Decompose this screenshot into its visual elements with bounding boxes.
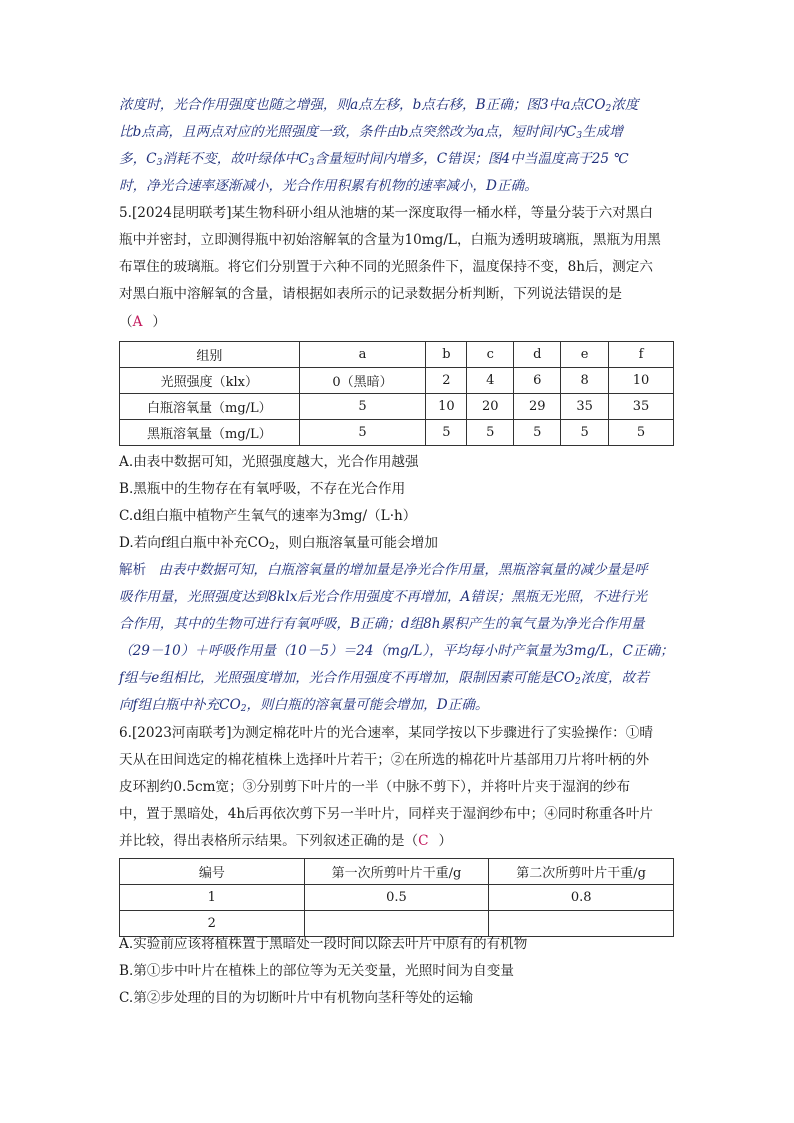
q5-explanation-line-1: 解析 由表中数据可知，白瓶溶氧量的增加量是净光合作用量，黑瓶溶氧量的减少量是呼 [119,562,648,578]
table-cell: 10 [426,394,467,420]
table-cell: 2 [120,911,305,937]
table-cell: 0.5 [304,885,489,911]
table-cell: 0（黑暗） [299,368,426,394]
table-cell: 白瓶溶氧量（mg/L） [120,394,300,420]
table-cell [304,911,489,937]
q5-stem-line-1: 5.[2024昆明联考]某生物科研小组从池塘的某一深度取得一桶水样，等量分装于六对黑白 [119,205,653,221]
table-cell: 10 [609,368,674,394]
table-cell: 8 [561,368,609,394]
table-cell: a [299,342,426,368]
table-cell: 6 [514,368,561,394]
q5-table [119,341,674,446]
table-cell: 5 [514,420,561,446]
table-cell: 5 [609,420,674,446]
q5-stem-line-4: 对黑白瓶中溶解氧的含量，请根据如表所示的记录数据分析判断，下列说法错误的是 [119,286,622,302]
q6-table [119,858,674,937]
q5-option-d: D.若向f组白瓶中补充$CO_2$，则白瓶溶氧量可能会增加 [119,535,438,552]
q5-stem-line-2: 瓶中并密封，立即测得瓶中初始溶解氧的含量为10mg/L，白瓶为透明玻璃瓶，黑瓶为用黑 [119,232,661,248]
q5-stem-line-3: 布罩住的玻璃瓶。将它们分别置于六种不同的光照条件下，温度保持不变，8h后，测定六 [119,259,653,275]
q5-explanation-line-6: 向f组白瓶中补充$CO_2$，则白瓶的溶氧量可能会增加，D正确。 [119,697,489,714]
table-cell: 1 [120,885,305,911]
table-cell: b [426,342,467,368]
table-row [120,885,674,911]
q6-stem-line-4: 中，置于黑暗处，4h后再依次剪下另一半叶片，同样夹于湿润纱布中；④同时称重各叶片 [119,806,653,822]
table-cell: 编号 [120,859,305,885]
table-row [120,394,674,420]
table-cell: 35 [609,394,674,420]
table-row [120,420,674,446]
table-cell: 第二次所剪叶片干重/g [489,859,674,885]
table-cell: 0.8 [489,885,674,911]
intro-line-2: 比b点高，且两点对应的光照强度一致，条件由b点突然改为a点，短时间内$C_3$生成增 [119,124,623,141]
explanation-label: 解析 [119,562,147,578]
q5-answer: （A ） [119,314,167,330]
table-cell: 20 [467,394,514,420]
q5-option-c: C.d组白瓶中植物产生氧气的速率为3mg/（L·h） [119,508,417,524]
q6-stem-line-5: 并比较，得出表格所示结果。下列叙述正确的是（C ） [119,833,453,849]
table-row [120,911,674,937]
table-row [120,368,674,394]
table-cell: 组别 [120,342,300,368]
q5-explanation-line-3: 合作用，其中的生物可进行有氧呼吸，B正确；d组8h累积产生的氧气量为净光合作用量 [119,616,645,632]
q5-explanation-line-5: f组与e组相比，光照强度增加，光合作用强度不再增加，限制因素可能是$CO_2$浓度，故若 [119,670,649,687]
table-cell: 5 [426,420,467,446]
table-cell [489,911,674,937]
intro-line-4: 时，净光合速率逐渐减小，光合作用积累有机物的速率减小，D正确。 [119,178,538,194]
q5-option-a: A.由表中数据可知，光照强度越大，光合作用越强 [119,454,419,470]
table-cell: 5 [299,420,426,446]
table-cell: d [514,342,561,368]
table-cell: c [467,342,514,368]
table-cell: f [609,342,674,368]
q6-option-a: A.实验前应该将植株置于黑暗处一段时间以除去叶片中原有的有机物 [119,936,528,952]
q6-option-b: B.第①步中叶片在植株上的部位等为无关变量，光照时间为自变量 [119,963,514,979]
table-cell: 黑瓶溶氧量（mg/L） [120,420,300,446]
table-cell: 2 [426,368,467,394]
q6-stem-line-2: 天从在田间选定的棉花植株上选择叶片若干；②在所选的棉花叶片基部用刀片将叶柄的外 [119,752,650,768]
intro-line-1: 浓度时，光合作用强度也随之增强，则a点左移，b点右移，B正确；图3中a点$CO_2$浓度 [119,97,639,114]
table-cell: 29 [514,394,561,420]
q5-option-b: B.黑瓶中的生物存在有氧呼吸，不存在光合作用 [119,481,406,497]
q6-stem-line-3: 皮环割约0.5cm宽；③分别剪下叶片的一半（中脉不剪下），并将叶片夹于湿润的纱布 [119,779,631,795]
q5-explanation-line-2: 吸作用量，光照强度达到8klx后光合作用强度不再增加，A错误；黑瓶无光照，不进行光 [119,589,648,605]
q5-explanation-line-4: （29－10）＋呼吸作用量（10－5）＝24（mg/L），平均每小时产氧量为3mg/L，C正确； [119,643,674,659]
q6-stem-line-1: 6.[2023河南联考]为测定棉花叶片的光合速率，某同学按以下步骤进行了实验操作：①晴 [119,725,653,741]
intro-line-3: 多，$C_3$消耗不变，故叶绿体中$C_3$含量短时间内增多，C错误；图4中当温度高于25 ℃ [119,151,629,168]
table-cell: 35 [561,394,609,420]
table-header-row [120,342,674,368]
table-cell: e [561,342,609,368]
table-cell: 5 [561,420,609,446]
table-cell: 5 [467,420,514,446]
table-cell: 第一次所剪叶片干重/g [304,859,489,885]
table-cell: 光照强度（klx） [120,368,300,394]
table-cell: 5 [299,394,426,420]
table-header-row [120,859,674,885]
table-cell: 4 [467,368,514,394]
q6-option-c: C.第②步处理的目的为切断叶片中有机物向茎秆等处的运输 [119,990,474,1006]
